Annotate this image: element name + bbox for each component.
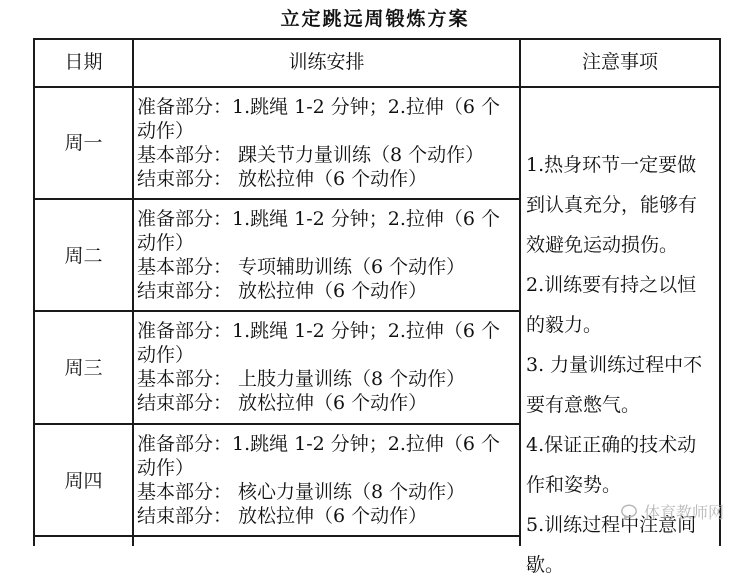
plan-line: 基本部分： 踝关节力量训练（8 个动作） — [137, 144, 485, 166]
plan-line: 基本部分： 上肢力量训练（8 个动作） — [137, 368, 466, 390]
note-line: 的毅力。 — [526, 314, 603, 336]
watermark-text: 体育教师网 — [643, 503, 724, 522]
column-divider — [132, 38, 134, 546]
row-divider — [33, 310, 521, 312]
plan-line: 基本部分： 核心力量训练（8 个动作） — [137, 481, 466, 503]
header-notes: 注意事项 — [581, 51, 658, 73]
note-line: 要有意憋气。 — [526, 394, 641, 416]
watermark — [620, 500, 724, 523]
page-title: 立定跳远周锻炼方案 — [280, 8, 470, 30]
plan-cell — [137, 95, 517, 191]
day-label: 周四 — [64, 470, 103, 492]
plan-cell — [137, 432, 517, 528]
plan-line: 准备部分：1.跳绳 1-2 分钟；2.拉伸（6 个 — [137, 433, 501, 455]
table-border-right — [719, 38, 721, 546]
note-line: 3. 力量训练过程中不 — [526, 354, 703, 376]
header-divider — [33, 86, 721, 88]
note-line: 歇。 — [526, 554, 565, 576]
note-line: 2.训练要有持之以恒 — [526, 274, 697, 296]
cutoff-row-hint — [137, 538, 517, 546]
note-line: 5.训练过程中注意间 — [526, 514, 697, 536]
plan-line: 结束部分： 放松拉伸（6 个动作） — [137, 168, 428, 190]
note-line: 1.热身环节一定要做 — [526, 154, 697, 176]
header-date: 日期 — [64, 51, 103, 73]
plan-line: 动作） — [137, 120, 195, 142]
note-line: 4.保证正确的技术动 — [526, 434, 697, 456]
plan-line: 动作） — [137, 457, 195, 479]
plan-line: 准备部分：1.跳绳 1-2 分钟；2.拉伸（6 个 — [137, 208, 501, 230]
plan-cell — [137, 207, 517, 303]
plan-line: 准备部分：1.跳绳 1-2 分钟；2.拉伸（6 个 — [137, 96, 501, 118]
day-label: 周二 — [64, 245, 103, 267]
note-line: 效避免运动损伤。 — [526, 234, 679, 256]
row-divider — [33, 535, 521, 537]
table-border-top — [33, 38, 721, 40]
plan-line: 结束部分： 放松拉伸（6 个动作） — [137, 505, 428, 527]
plan-line: 动作） — [137, 232, 195, 254]
plan-line: 结束部分： 放松拉伸（6 个动作） — [137, 280, 428, 302]
plan-cell — [137, 319, 517, 415]
row-divider — [33, 423, 521, 425]
row-divider — [33, 198, 521, 200]
day-label: 周三 — [64, 357, 103, 379]
plan-line: 基本部分： 专项辅助训练（6 个动作） — [137, 256, 466, 278]
day-label: 周一 — [64, 132, 103, 154]
note-line: 作和姿势。 — [526, 474, 622, 496]
column-divider — [519, 38, 521, 546]
plan-line: 结束部分： 放松拉伸（6 个动作） — [137, 392, 428, 414]
plan-line: 动作） — [137, 344, 195, 366]
header-plan: 训练安排 — [288, 51, 365, 73]
note-line: 到认真充分，能够有 — [526, 194, 698, 216]
chat-bubble-icon — [620, 503, 638, 521]
plan-line: 准备部分：1.跳绳 1-2 分钟；2.拉伸（6 个 — [137, 320, 501, 342]
